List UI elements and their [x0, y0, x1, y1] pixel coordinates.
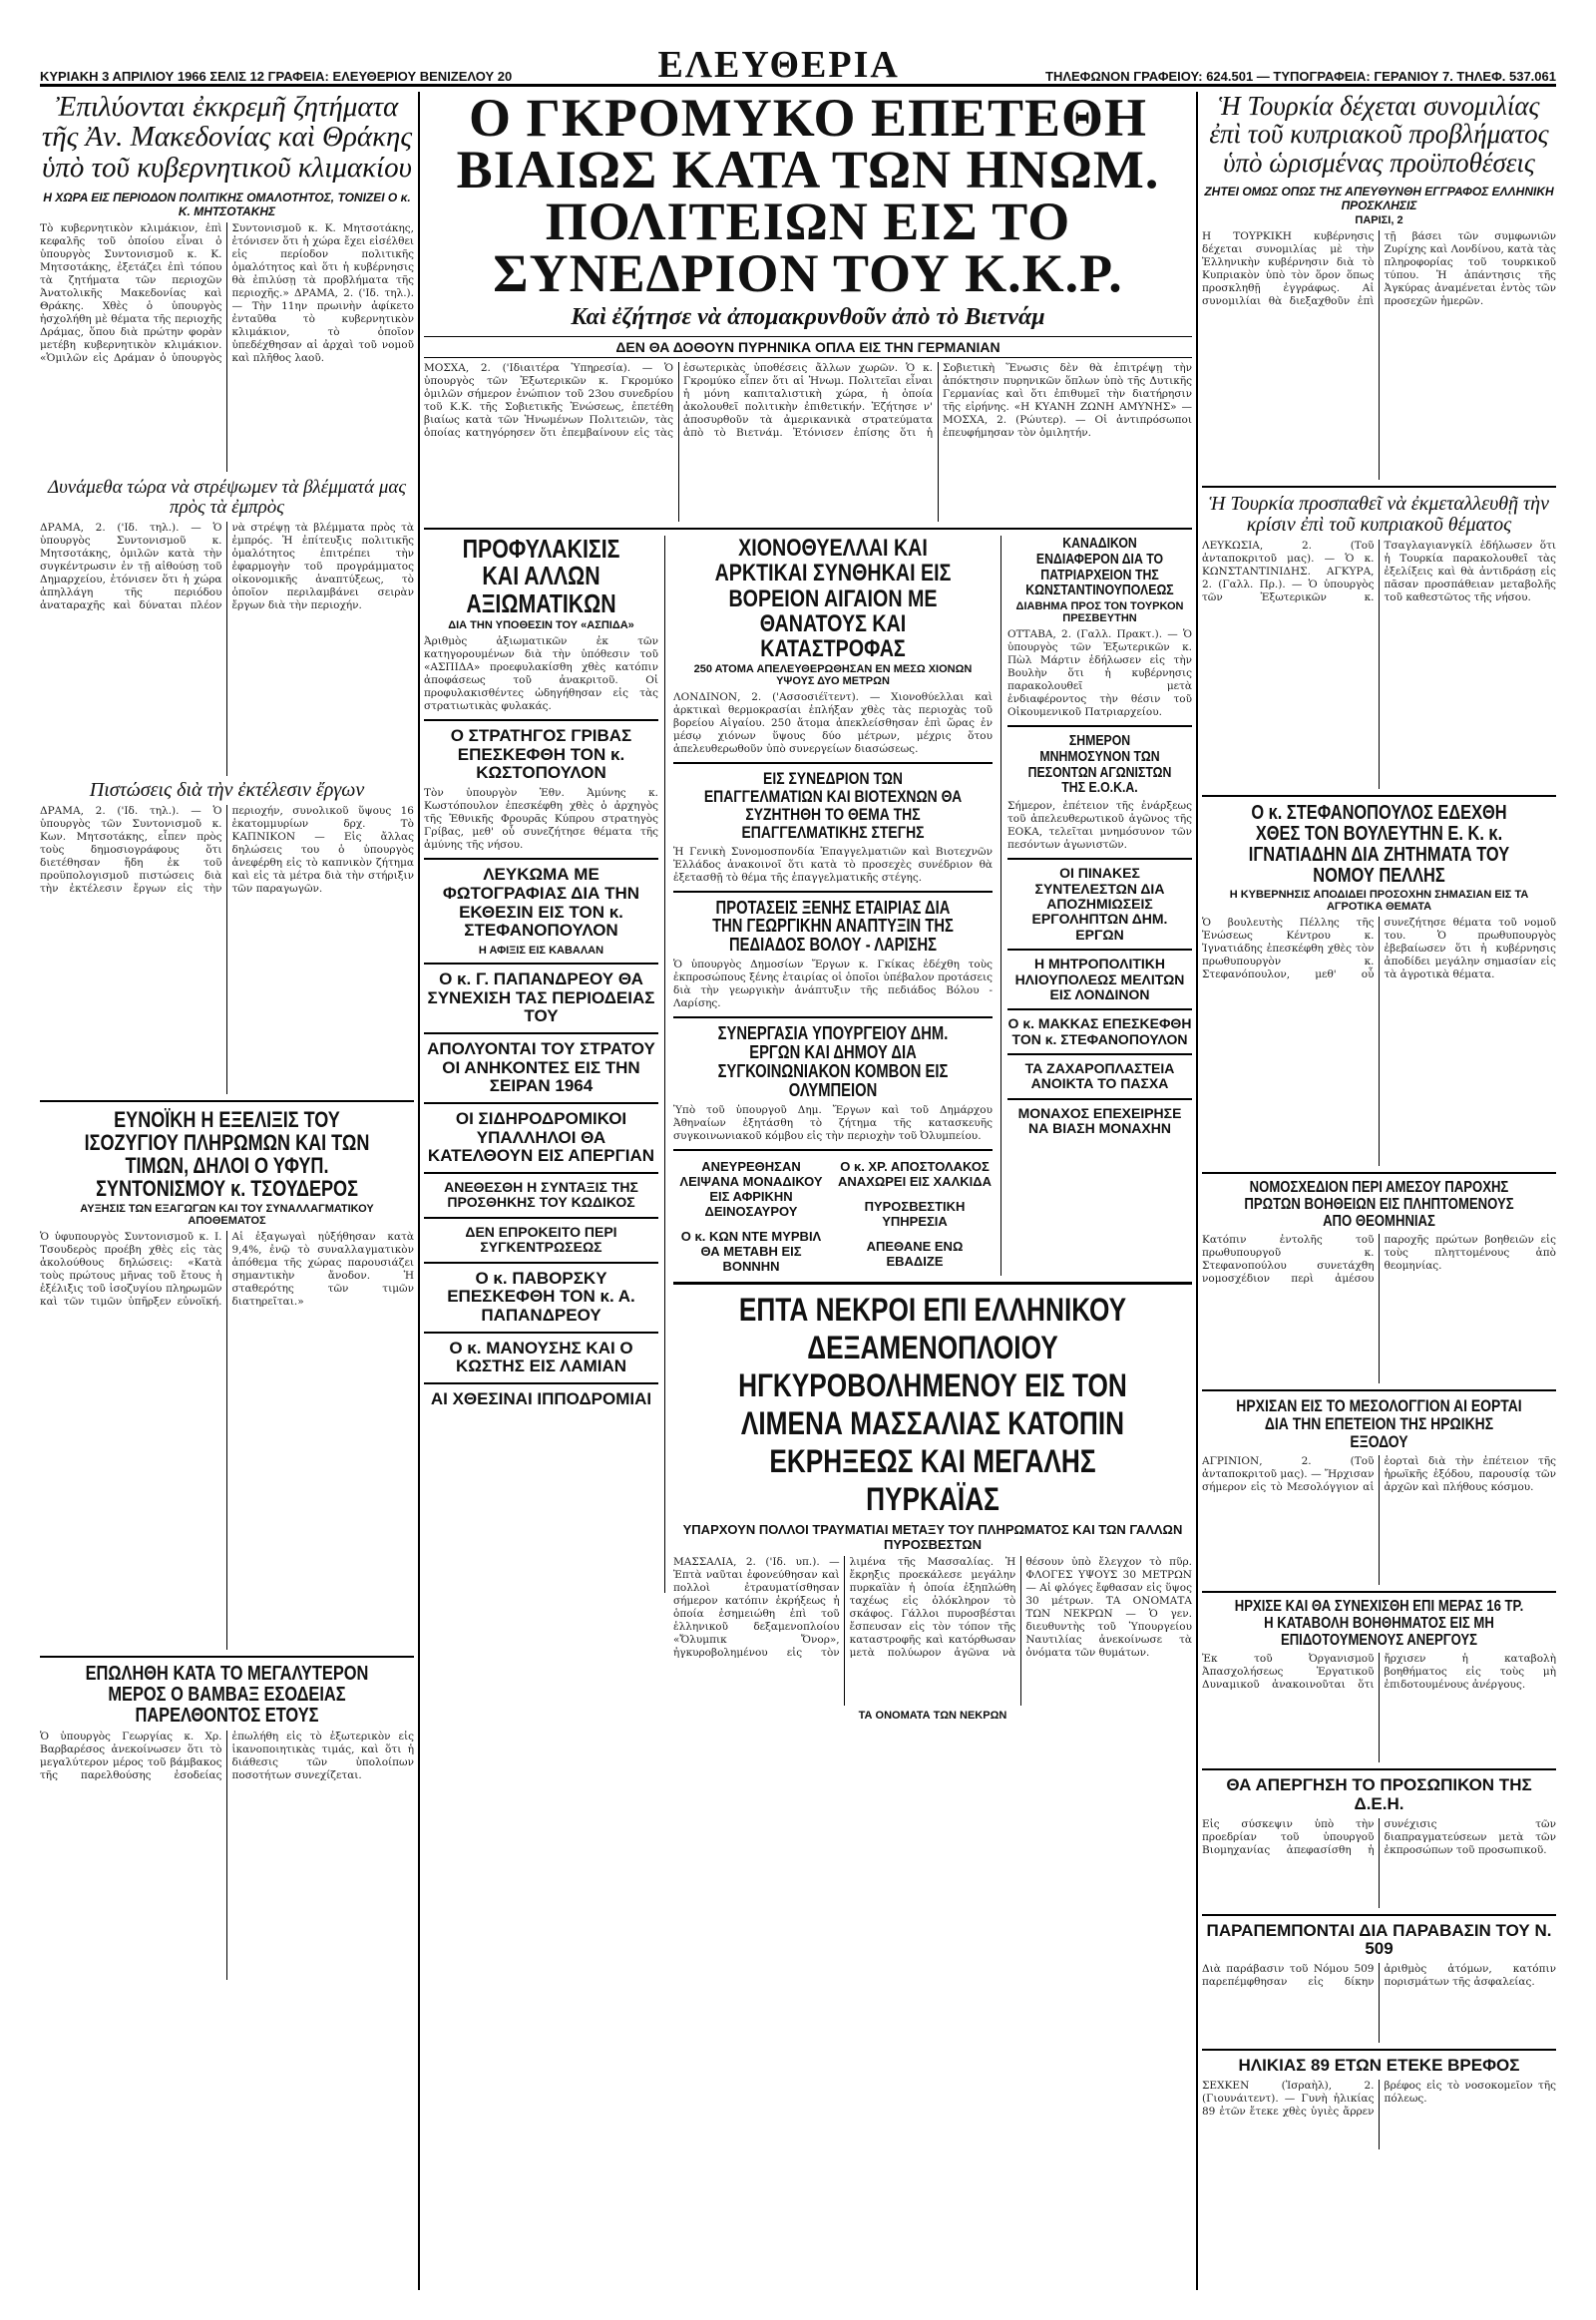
article-subheadline: Η ΧΩΡΑ ΕΙΣ ΠΕΡΙΟΔΟΝ ΠΟΛΙΤΙΚΗΣ ΟΜΑΛΟΤΗΤΟΣ, ΤΟΝΙΖΕΙ Ο κ. Κ. ΜΗΤΣΟΤΑΚΗΣ	[43, 191, 411, 219]
article-subheadline: Η ΚΥΒΕΡΝΗΣΙΣ ΑΠΟΔΙΔΕΙ ΠΡΟΣΟΧΗΝ ΣΗΜΑΣΙΑΝ ΕΙΣ ΤΑ ΑΓΡΟΤΙΚΑ ΘΕΜΑΤΑ	[1229, 889, 1529, 914]
article-body: ΣΕΧΚΕΝ (Ἰσραὴλ), 2. (Γιουνάιτεντ). — Γυνὴ ἡλικίας 89 ἐτῶν ἔτεκε χθὲς ὑγιὲς ἄρρεν βρέφος εἰς τὸ νοσοκομεῖον τῆς πόλεως.	[1202, 2079, 1556, 2118]
small-briefs	[673, 1157, 993, 1276]
article-headline: ΠΡΟΤΑΣΕΙΣ ΞΕΝΗΣ ΕΤΑΙΡΙΑΣ ΔΙΑ ΤΗΝ ΓΕΩΡΓΙΚΗΝ ΑΝΑΠΤΥΞΙΝ ΤΗΣ ΠΕΔΙΑΔΟΣ ΒΟΛΟΥ - ΛΑΡΙΣΗΣ	[712, 897, 954, 956]
brief-headline: Ο κ. ΠΑΒΟΡΣΚΥ ΕΠΕΣΚΕΦΘΗ ΤΟΝ κ. Α. ΠΑΠΑΝΔΡΕΟΥ	[447, 1268, 635, 1326]
article-headline: Ο κ. ΜΑΚΚΑΣ ΕΠΕΣΚΕΦΘΗ ΤΟΝ κ. ΣΤΕΦΑΝΟΠΟΥΛΟΝ	[1007, 1015, 1192, 1047]
article-headline: Ἡ Τουρκία δέχεται συνομιλίας ἐπὶ τοῦ κυπριακοῦ προβλήματος ὑπὸ ὡρισμένας προϋποθέσεις	[1209, 91, 1549, 178]
marseille-subhead: ΤΑ ΟΝΟΜΑΤΑ ΤΩΝ ΝΕΚΡΩΝ	[858, 1709, 1007, 1722]
article-subheadline: ΖΗΤΕΙ ΟΜΩΣ ΟΠΩΣ ΤΗΣ ΑΠΕΥΘΥΝΘΗ ΕΓΓΡΑΦΟΣ ΕΛΛΗΝΙΚΗ ΠΡΟΣΚΛΗΣΙΣ	[1204, 185, 1554, 213]
section-rule	[1007, 858, 1192, 860]
brief-headline: ΑΙ ΧΘΕΣΙΝΑΙ ΙΠΠΟΔΡΟΜΙΑΙ	[430, 1389, 652, 1409]
marseille-headline: ΕΠΤΑ ΝΕΚΡΟΙ ΕΠΙ ΕΛΛΗΝΙΚΟΥ ΔΕΞΑΜΕΝΟΠΛΟΙΟΥ ΗΓΚΥΡΟΒΟΛΗΜΕΝΟΥ ΕΙΣ ΤΟΝ ΛΙΜΕΝΑ ΜΑΣΣΑΛΙΑΣ ΚΑΤΟΠΙΝ ΕΚΡΗΞΕΩΣ ΚΑΙ ΜΕΓΑΛΗΣ ΠΥΡΚΑΪΑΣ	[738, 1291, 1127, 1517]
section-rule	[1202, 1389, 1556, 1391]
article-headline: ΧΙΟΝΟΘΥΕΛΛΑΙ ΚΑΙ ΑΡΚΤΙΚΑΙ ΣΥΝΘΗΚΑΙ ΕΙΣ ΒΟΡΕΙΟΝ ΑΙΓΑΙΟΝ ΜΕ ΘΑΝΑΤΟΥΣ ΚΑΙ ΚΑΤΑΣΤΡΟΦΑΣ	[714, 535, 952, 662]
main-kicker: Καὶ ἐζήτησε νὰ ἀπομακρυνθοῦν ἀπὸ τὸ Βιετνάμ	[571, 304, 1045, 330]
section-rule	[424, 528, 1192, 530]
article-headline: ΣΥΝΕΡΓΑΣΙΑ ΥΠΟΥΡΓΕΙΟΥ ΔΗΜ. ΕΡΓΩΝ ΚΑΙ ΔΗΜΟΥ ΔΙΑ ΣΥΓΚΟΙΝΩΝΙΑΚΟΝ ΚΟΜΒΟΝ ΕΙΣ ΟΛΥΜΠΕΙΟΝ	[717, 1023, 949, 1100]
brief	[673, 1157, 829, 1276]
article-headline: ΗΡΧΙΣΕ ΚΑΙ ΘΑ ΣΥΝΕΧΙΣΘΗ ΕΠΙ ΜΕΡΑΣ 16 ΤΡ. Η ΚΑΤΑΒΟΛΗ ΒΟΗΘΗΜΑΤΟΣ ΕΙΣ ΜΗ ΕΠΙΔΟΤΟΥΜΕΝΟΥΣ ΑΝΕΡΓΟΥΣ	[1234, 1597, 1524, 1649]
article-body: Ὁ ὑφυπουργὸς Συντονισμοῦ κ. Ι. Τσουδερὸς προέβη χθὲς εἰς τὰς ἀκολούθους δηλώσεις: «Κατὰ τοὺς πρώτους μῆνας τοῦ ἔτους ἡ ἐξέλιξις τοῦ ἰσοζυγίου πληρωμῶν καὶ τῶν τιμῶν ὑπῆρξεν εὐνοϊκή. Αἱ ἐξαγωγαὶ ηὐξήθησαν κατὰ 9,4%, ἐνῷ τὸ συναλλαγματικὸν ἀπόθεμα τῆς χώρας παρουσιάζει σημαντικὴν ἄνοδον. Ἡ σταθερότης τῶν τιμῶν διατηρεῖται.»	[40, 1230, 414, 1308]
article-dateline: ΠΑΡΙΣΙ, 2	[1355, 214, 1403, 227]
section-rule	[1202, 1768, 1556, 1770]
center-side-stories	[1000, 536, 1192, 1276]
brief-headline: ΟΙ ΣΙΔΗΡΟΔΡΟΜΙΚΟΙ ΥΠΑΛΛΗΛΟΙ ΘΑ ΚΑΤΕΛΘΟΥΝ ΕΙΣ ΑΠΕΡΓΙΑΝ	[427, 1109, 655, 1166]
article-subheadline: 250 ΑΤΟΜΑ ΑΠΕΛΕΥΘΕΡΩΘΗΣΑΝ ΕΝ ΜΕΣΩ ΧΙΟΝΩΝ ΥΨΟΥΣ ΔΥΟ ΜΕΤΡΩΝ	[693, 663, 973, 688]
article-body: Ὁ ὑπουργὸς Γεωργίας κ. Χρ. Βαρβαρέσος ἀνεκοίνωσεν ὅτι τὸ μεγαλύτερον μέρος τοῦ βάμβακος τῆς παρελθούσης ἐσοδείας ἐπωλήθη εἰς τὸ ἐξωτερικὸν εἰς ἱκανοποιητικὰς τιμάς, καὶ ὅτι ἡ διάθεσις τῶν ὑπολοίπων ποσοτήτων συνεχίζεται.	[40, 1730, 414, 1781]
brief-headline: ΠΡΟΦΥΛΑΚΙΣΙΣ ΚΑΙ ΑΛΛΩΝ ΑΞΙΩΜΑΤΙΚΩΝ	[462, 534, 620, 618]
section-rule	[673, 1282, 1192, 1285]
column-divider	[1196, 92, 1198, 2290]
section-rule	[1202, 1914, 1556, 1916]
brief-headline: ΑΠΟΛΥΟΝΤΑΙ ΤΟΥ ΣΤΡΑΤΟΥ ΟΙ ΑΝΗΚΟΝΤΕΣ ΕΙΣ ΤΗΝ ΣΕΙΡΑΝ 1964	[427, 1038, 655, 1096]
article-body: ΟΤΤΑΒΑ, 2. (Γαλλ. Πρακτ.). — Ὁ ὑπουργὸς τῶν Ἐξωτερικῶν κ. Πὼλ Μάρτιν ἐδήλωσεν εἰς τὴν Βουλὴν ὅτι ἡ κυβέρνησις παρακολουθεῖ μετὰ ἐνδιαφέροντος τὴν θέσιν τοῦ Οἰκουμενικοῦ Πατριαρχείου.	[1007, 628, 1192, 719]
article-body: Σήμερον, ἐπέτειον τῆς ἐνάρξεως τοῦ ἀπελευθερωτικοῦ ἀγῶνος τῆς ΕΟΚΑ, τελεῖται μνημόσυνον τῶν πεσόντων ἀγωνιστῶν.	[1007, 800, 1192, 852]
newspaper-title: ΕΛΕΥΘΕΡΙΑ	[657, 44, 900, 86]
brief-headline: ΠΥΡΟΣΒΕΣΤΙΚΗ ΥΠΗΡΕΣΙΑ	[864, 1198, 966, 1229]
brief-headline: Ο κ. ΧΡ. ΑΠΟΣΤΟΛΑΚΟΣ ΑΝΑΧΩΡΕΙ ΕΙΣ ΧΑΛΚΙΔΑ	[838, 1158, 992, 1189]
article-body: Κατόπιν ἐντολῆς τοῦ πρωθυπουργοῦ κ. Στεφανοπούλου συνετάχθη νομοσχέδιον περὶ ἀμέσου παροχῆς πρώτων βοηθειῶν εἰς τοὺς πληττομένους ἀπὸ θεομηνίας.	[1202, 1234, 1556, 1286]
brief-headline: Ο κ. ΜΑΝΟΥΣΗΣ ΚΑΙ Ο ΚΩΣΤΗΣ ΕΙΣ ΛΑΜΙΑΝ	[449, 1338, 633, 1376]
section-rule	[1202, 1591, 1556, 1593]
article-headline: Ο κ. ΣΤΕΦΑΝΟΠΟΥΛΟΣ ΕΔΕΧΘΗ ΧΘΕΣ ΤΟΝ ΒΟΥΛΕΥΤΗΝ Ε. Κ. κ. ΙΓΝΑΤΙΑΔΗΝ ΔΙΑ ΖΗΤΗΜΑΤΑ ΤΟΥ ΝΟΜΟΥ ΠΕΛΛΗΣ	[1248, 802, 1510, 888]
section-rule	[1007, 1098, 1192, 1100]
section-rule	[673, 1016, 993, 1018]
article-headline: ΜΟΝΑΧΟΣ ΕΠΕΧΕΙΡΗΣΕ ΝΑ ΒΙΑΣΗ ΜΟΝΑΧΗΝ	[1017, 1104, 1182, 1137]
section-rule	[424, 1032, 658, 1034]
brief-body: Τὸν ὑπουργὸν Ἐθν. Ἀμύνης κ. Κωστόπουλον ἐπεσκέφθη χθὲς ὁ ἀρχηγὸς τῆς Ἐθνικῆς Φρουρᾶς Κύπρου στρατηγὸς Γρίβας, μεθ' οὗ συνεζήτησε θέματα τῆς ἀμύνης τῆς νήσου.	[424, 787, 658, 852]
article-body: ΑΓΡΙΝΙΟΝ, 2. (Τοῦ ἀνταποκριτοῦ μας). — Ἤρχισαν σήμερον εἰς τὸ Μεσολόγγιον αἱ ἑορταὶ διὰ τὴν ἐπέτειον τῆς ἡρωϊκῆς ἐξόδου, παρουσίᾳ τῶν ἀρχῶν καὶ πλήθους κόσμου.	[1202, 1454, 1556, 1493]
article-body: Ἡ Γενικὴ Συνομοσπονδία Ἐπαγγελματιῶν καὶ Βιοτεχνῶν Ἑλλάδος ἀνακοινοῖ ὅτι κατὰ τὸ προσεχὲς συνέδριον θὰ ἐξετασθῇ τὸ θέμα τῆς ἐπαγγελματικῆς στέγης.	[673, 845, 993, 884]
article-body: Ὑπὸ τοῦ ὑπουργοῦ Δημ. Ἔργων καὶ τοῦ Δημάρχου Ἀθηναίων ἐξητάσθη τὸ ζήτημα τῆς κατασκευῆς συγκοινωνιακοῦ κόμβου εἰς τὴν περιοχὴν τοῦ Ὀλυμπείου.	[673, 1103, 993, 1142]
article-headline: ΝΟΜΟΣΧΕΔΙΟΝ ΠΕΡΙ ΑΜΕΣΟΥ ΠΑΡΟΧΗΣ ΠΡΩΤΩΝ ΒΟΗΘΕΙΩΝ ΕΙΣ ΠΛΗΠΤΟΜΕΝΟΥΣ ΑΠΟ ΘΕΟΜΗΝΙΑΣ	[1244, 1179, 1514, 1230]
section-rule	[424, 719, 658, 721]
section-rule	[1007, 1053, 1192, 1055]
article-body: ΛΕΥΚΩΣΙΑ, 2. (Τοῦ ἀνταποκριτοῦ μας). — Ὁ κ. ΚΩΝΣΤΑΝΤΙΝΙΔΗΣ. ΑΓΚΥΡΑ, 2. (Γαλλ. Πρ.). — Ὁ ὑπουργὸς τῶν Ἐξωτερικῶν κ. Τσαγλαγιανγκίλ ἐδήλωσεν ὅτι ἡ Τουρκία παρακολουθεῖ τὰς ἐξελίξεις καὶ θὰ ἀντιδράσῃ εἰς πᾶσαν προσπάθειαν μεταβολῆς τοῦ καθεστῶτος τῆς νήσου.	[1202, 540, 1556, 604]
article-body: Η ΤΟΥΡΚΙΚΗ κυβέρνησις δέχεται συνομιλίας μὲ τὴν Ἑλληνικὴν κυβέρνησιν διὰ τὸ Κυπριακὸν ὑπὸ τὸν ὅρον ὅπως προσκληθῇ ἐγγράφως. Αἱ συνομιλίαι θὰ διεξαχθοῦν ἐπὶ τῇ βάσει τῶν συμφωνιῶν Ζυρίχης καὶ Λονδίνου, κατὰ τὰς πληροφορίας τοῦ τουρκικοῦ τύπου. Ἡ ἀπάντησις τῆς Ἀγκύρας ἀναμένεται ἐντὸς τῶν προσεχῶν ἡμερῶν.	[1202, 230, 1556, 308]
article-headline: Η ΜΗΤΡΟΠΟΛΙΤΙΚΗ ΗΛΙΟΥΠΟΛΕΩΣ ΜΕΛΙΤΩΝ ΕΙΣ ΛΟΝΔΙΝΟΝ	[1014, 956, 1185, 1002]
section-rule	[1007, 949, 1192, 951]
marseille-body: ΜΑΣΣΑΛΙΑ, 2. ('Ιδ. υπ.). — Ἑπτὰ ναῦται ἐφονεύθησαν καὶ πολλοὶ ἐτραυματίσθησαν σήμερον κατόπιν ἐκρήξεως ἡ ὁποία ἐσημειώθη ἐπὶ τοῦ ἑλληνικοῦ δεξαμενοπλοίου «Ὄλυμπικ Ὄνορ», ἠγκυροβολημένου εἰς τὸν λιμένα τῆς Μασσαλίας. Ἡ ἔκρηξις προεκάλεσε μεγάλην πυρκαϊὰν ἡ ὁποία ἐξηπλώθη ταχέως εἰς ὁλόκληρον τὸ σκάφος. Γάλλοι πυροσβέσται ἔσπευσαν εἰς τὸν τόπον τῆς καταστροφῆς καὶ κατόρθωσαν μετὰ πολύωρον ἀγῶνα νὰ θέσουν ὑπὸ ἔλεγχον τὸ πῦρ. ΦΛΟΓΕΣ ΥΨΟΥΣ 30 ΜΕΤΡΩΝ — Αἱ φλόγες ἔφθασαν εἰς ὕψος 30 μέτρων. ΤΑ ΟΝΟΜΑΤΑ ΤΩΝ ΝΕΚΡΩΝ — Ὁ γεν. διευθυντὴς τοῦ Ὑπουργείου Ναυτιλίας ἀνεκοίνωσε τὰ ὀνόματα τῶν θυμάτων.	[673, 1555, 1192, 1659]
section-rule	[424, 1172, 658, 1174]
center-stories	[673, 536, 993, 1276]
section-rule	[40, 1656, 414, 1658]
section-rule	[424, 963, 658, 965]
article-body: ΔΡΑΜΑ, 2. ('Ιδ. τηλ.). — Ὁ ὑπουργὸς τῶν Συντονισμοῦ κ. Κων. Μητσοτάκης, εἶπεν πρὸς τοὺς δημοσιογράφους ὅτι διετέθησαν ἤδη ἐκ τοῦ προϋπολογισμοῦ πιστώσεις διὰ τὴν ἐκτέλεσιν ἔργων εἰς τὴν περιοχήν, συνολικοῦ ὕψους 16 ἑκατομμυρίων δρχ. Τὸ ΚΑΠΝΙΚΟΝ — Εἰς ἄλλας δηλώσεις του ὁ ὑπουργὸς ἀνεφέρθη εἰς τὸ καπνικὸν ζήτημα καὶ εἰς τὰ μέτρα διὰ τὴν στήριξιν τῶν παραγωγῶν.	[40, 805, 414, 896]
article-body: Διὰ παράβασιν τοῦ Νόμου 509 παρεπέμφθησαν εἰς δίκην ἀριθμὸς ἀτόμων, κατόπιν πορισμάτων τῆς ἀσφαλείας.	[1202, 1963, 1556, 1989]
article-headline: ΣΗΜΕΡΟΝ ΜΝΗΜΟΣΥΝΟΝ ΤΩΝ ΠΕΣΟΝΤΩΝ ΑΓΩΝΙΣΤΩΝ ΤΗΣ Ε.Ο.Κ.Α.	[1027, 732, 1172, 797]
main-body: ΜΟΣΧΑ, 2. ('Ιδιαιτέρα Ὑπηρεσία). — Ὁ ὑπουργὸς τῶν Ἐξωτερικῶν κ. Γκρομύκο ὁμιλῶν σήμερον ἐνώπιον τοῦ 23ου συνεδρίου τοῦ Κ.Κ. τῆς Σοβιετικῆς Ἑνώσεως, ἐπετέθη βιαίως κατὰ τῶν Ἡνωμένων Πολιτειῶν, τὰς ὁποίας κατηγόρησεν ὅτι ἐπεμβαίνουν εἰς τὰς ἐσωτερικὰς ὑποθέσεις ἄλλων χωρῶν. Ὁ κ. Γκρομύκο εἶπεν ὅτι αἱ Ἡνωμ. Πολιτεῖαι εἶναι ἡ μόνη καπιταλιστικὴ χώρα, ἡ ὁποία ἀκολουθεῖ πολιτικὴν ἐπιθετικήν. Ἐζήτησε ν' ἀποσυρθοῦν τὰ ἀμερικανικὰ στρατεύματα ἀπὸ τὸ Βιετνάμ. Ἐτόνισεν ἐπίσης ὅτι ἡ Σοβιετικὴ Ἕνωσις δὲν θὰ ἐπιτρέψῃ τὴν ἀπόκτησιν πυρηνικῶν ὅπλων ὑπὸ τῆς Δυτικῆς Γερμανίας καὶ ὅτι ἐπιθυμεῖ τὴν διατήρησιν τῆς εἰρήνης. «Η ΚΥΑΝΗ ΖΩΝΗ ΑΜΥΝΗΣ» — ΜΟΣΧΑ, 2. (Ρώυτερ). — Οἱ ἀντιπρόσωποι ἐπευφήμησαν τὸν ὁμιλητήν.	[424, 362, 1192, 440]
article-body: Τὸ κυβερνητικὸν κλιμάκιον, ἐπὶ κεφαλῆς τοῦ ὁποίου εἶναι ὁ ὑπουργὸς Συντονισμοῦ κ. Κ. Μητσοτάκης, ἐξετάζει ἐπὶ τόπου τὰ ζητήματα τῶν περιοχῶν Ἀνατολικῆς Μακεδονίας καὶ Θράκης. Χθὲς ὁ ὑπουργὸς ἠσχολήθη μὲ θέματα τῆς περιοχῆς Δράμας, ὅπου διὰ πρώτην φορὰν μετέβη κυβερνητικὸν κλιμάκιον. «Ὁμιλῶν εἰς Δράμαν ὁ ὑπουργὸς Συντονισμοῦ κ. Κ. Μητσοτάκης, ἐτόνισεν ὅτι ἡ χώρα ἔχει εἰσέλθει εἰς περίοδον πολιτικῆς ὁμαλότητος καὶ ὅτι ἡ κυβέρνησις θὰ ἐπιλύσῃ τὰ προβλήματα τῆς περιοχῆς.» ΔΡΑΜΑ, 2. ('Ιδ. τηλ.). — Τὴν 11ην πρωινὴν ἀφίκετο ἐνταῦθα τὸ κυβερνητικὸν κλιμάκιον, τὸ ὁποῖον ὑπεδέχθησαν αἱ ἀρχαὶ τοῦ νομοῦ καὶ πλῆθος λαοῦ.	[40, 222, 414, 365]
article-headline: Ἐπιλύονται ἐκκρεμῆ ζητήματα τῆς Ἀν. Μακεδονίας καὶ Θράκης ὑπὸ τοῦ κυβερνητικοῦ κλιμακίου	[41, 91, 413, 184]
article-body: Ὁ ὑπουργὸς Δημοσίων Ἔργων κ. Γκίκας ἐδέχθη τοὺς ἐκπροσώπους ξένης ἑταιρίας οἱ ὁποῖοι ὑπέβαλον προτάσεις διὰ τὴν γεωργικὴν ἀνάπτυξιν τῆς πεδιάδος Βόλου - Λαρίσης.	[673, 959, 993, 1010]
article-body: Εἰς σύσκεψιν ὑπὸ τὴν προεδρίαν τοῦ ὑπουργοῦ Βιομηχανίας ἀπεφασίσθη ἡ συνέχισις τῶν διαπραγματεύσεων μετὰ τῶν ἐκπροσώπων τοῦ προσωπικοῦ.	[1202, 1817, 1556, 1856]
article-headline: ΕΠΩΛΗΘΗ ΚΑΤΑ ΤΟ ΜΕΓΑΛΥΤΕΡΟΝ ΜΕΡΟΣ Ο ΒΑΜΒΑΞ ΕΣΟΔΕΙΑΣ ΠΑΡΕΛΘΟΝΤΟΣ ΕΤΟΥΣ	[85, 1662, 369, 1727]
section-rule	[1202, 1172, 1556, 1174]
brief-headline: ΑΝΕΥΡΕΘΗΣΑΝ ΛΕΙΨΑΝΑ ΜΟΝΑΔΙΚΟΥ ΕΙΣ ΑΦΡΙΚΗΝ ΔΕΙΝΟΣΑΥΡΟΥ	[679, 1158, 823, 1219]
brief-headline: ΔΕΝ ΕΠΡΟΚΕΙΤΟ ΠΕΡΙ ΣΥΓΚΕΝΤΡΩΣΕΩΣ	[465, 1223, 617, 1256]
section-rule	[673, 1149, 993, 1151]
article-headline: ΗΛΙΚΙΑΣ 89 ΕΤΩΝ ΕΤΕΚΕ ΒΡΕΦΟΣ	[1238, 2056, 1520, 2076]
section-rule	[1007, 725, 1192, 727]
article-body: Ἐκ τοῦ Ὀργανισμοῦ Ἀπασχολήσεως Ἐργατικοῦ Δυναμικοῦ ἀνακοινοῦται ὅτι ἤρχισεν ἡ καταβολὴ βοηθήματος εἰς τοὺς μὴ ἐπιδοτουμένους ἀνέργους.	[1202, 1653, 1556, 1692]
brief-headline: Η ΑΦΙΞΙΣ ΕΙΣ ΚΑΒΑΛΑΝ	[478, 944, 604, 957]
brief-headline: ΛΕΥΚΩΜΑ ΜΕ ΦΩΤΟΓΡΑΦΙΑΣ ΔΙΑ ΤΗΝ ΕΚΘΕΣΙΝ ΕΙΣ ΤΟΝ κ. ΣΤΕΦΑΝΟΠΟΥΛΟΝ	[442, 865, 640, 941]
section-rule	[1007, 1008, 1192, 1010]
article-subheadline: ΔΙΑΒΗΜΑ ΠΡΟΣ ΤΟΝ ΤΟΥΡΚΟΝ ΠΡΕΣΒΕΥΤΗΝ	[1015, 600, 1184, 625]
center-right-block	[673, 535, 1192, 1722]
main-headline: Ο ΓΚΡΟΜΥΚΟ ΕΠΕΤΕΘΗ ΒΙΑΙΩΣ ΚΑΤΑ ΤΩΝ ΗΝΩΜ. ΠΟΛΙΤΕΙΩΝ ΕΙΣ ΤΟ ΣΥΝΕΔΡΙΟΝ ΤΟΥ Κ.Κ.Ρ.	[456, 88, 1160, 303]
section-rule	[424, 1262, 658, 1264]
main-subheadline: ΔΕΝ ΘΑ ΔΟΘΟΥΝ ΠΥΡΗΝΙΚΑ ΟΠΛΑ ΕΙΣ ΤΗΝ ΓΕΡΜΑΝΙΑΝ	[424, 336, 1192, 358]
brief-headline: ΑΝΕΘΕΣΘΗ Η ΣΥΝΤΑΞΙΣ ΤΗΣ ΠΡΟΣΘΗΚΗΣ ΤΟΥ ΚΩΔΙΚΟΣ	[444, 1179, 638, 1211]
section-rule	[424, 1382, 658, 1384]
section-rule	[40, 1100, 414, 1102]
article-subheadline: ΑΥΞΗΣΙΣ ΤΩΝ ΕΞΑΓΩΓΩΝ ΚΑΙ ΤΟΥ ΣΥΝΑΛΛΑΓΜΑΤΙΚΟΥ ΑΠΟΘΕΜΑΤΟΣ	[80, 1202, 374, 1227]
article-body: ΔΡΑΜΑ, 2. ('Ιδ. τηλ.). — Ὁ ὑπουργὸς Συντονισμοῦ κ. Μητσοτάκης, ὁμιλῶν κατὰ τὴν συγκέντρωσιν ἐν τῇ αἰθούσῃ τοῦ Δημαρχείου, ἐτόνισεν ὅτι ἡ χώρα ἀπηλλάγη τῆς περιόδου ἀναταραχῆς καὶ δύναται πλέον νὰ στρέψῃ τὰ βλέμματα πρὸς τὰ ἐμπρός. Ἡ ἐπίτευξις πολιτικῆς ὁμαλότητος ἐπιτρέπει τὴν ἐφαρμογὴν τοῦ προγράμματος οἰκονομικῆς ἀναπτύξεως, τὸ ὁποῖον περιλαμβάνει σειρὰν ἔργων διὰ τὴν περιοχήν.	[40, 522, 414, 612]
section-rule	[1202, 2049, 1556, 2051]
masthead-bar	[40, 44, 1556, 87]
right-column	[1202, 92, 1556, 2290]
brief-body: Ἀριθμὸς ἀξιωματικῶν ἐκ τῶν κατηγορουμένων διὰ τὴν ὑπόθεσιν τοῦ «ΑΣΠΙΔΑ» προεφυλακίσθη χθὲς κατόπιν ἀποφάσεως τοῦ ἀνακριτοῦ. Οἱ προφυλακισθέντες ὡδηγήθησαν εἰς τὰς στρατιωτικὰς φυλακάς.	[424, 635, 658, 713]
section-rule	[424, 1102, 658, 1104]
article-headline: ΕΙΣ ΣΥΝΕΔΡΙΟΝ ΤΩΝ ΕΠΑΓΓΕΛΜΑΤΙΩΝ ΚΑΙ ΒΙΟΤΕΧΝΩΝ ΘΑ ΣΥΖΗΤΗΘΗ ΤΟ ΘΕΜΑ ΤΗΣ ΕΠΑΓΓΕΛΜΑΤΙΚΗΣ ΣΤΕΓΗΣ	[703, 769, 963, 842]
article-headline: ΟΙ ΠΙΝΑΚΕΣ ΣΥΝΤΕΛΕΣΤΩΝ ΔΙΑ ΑΠΟΖΗΜΙΩΣΕΙΣ ΕΡΓΟΛΗΠΤΩΝ ΔΗΜ. ΕΡΓΩΝ	[1031, 865, 1168, 943]
center-right-top	[673, 536, 1192, 1276]
brief-headline: ΑΠΕΘΑΝΕ ΕΝΩ ΕΒΑΔΙΖΕ	[866, 1238, 964, 1269]
brief-subheadline: ΔΙΑ ΤΗΝ ΥΠΟΘΕΣΙΝ ΤΟΥ «ΑΣΠΙΔΑ»	[448, 619, 634, 632]
center-column	[424, 88, 1192, 2290]
article-headline: Ἡ Τουρκία προσπαθεῖ νὰ ἐκμεταλλευθῇ τὴν κρίσιν ἐπὶ τοῦ κυπριακοῦ θέματος	[1209, 493, 1549, 537]
article-headline: Πιστώσεις διὰ τὴν ἐκτέλεσιν ἔργων	[89, 779, 365, 802]
article-headline: ΤΑ ΖΑΧΑΡΟΠΛΑΣΤΕΙΑ ΑΝΟΙΚΤΑ ΤΟ ΠΑΣΧΑ	[1024, 1060, 1175, 1092]
brief	[837, 1157, 993, 1276]
article-headline: Δυνάμεθα τώρα νὰ στρέψωμεν τὰ βλέμματά μας πρὸς τὰ ἐμπρὸς	[47, 477, 407, 519]
center-lower-grid	[424, 534, 1192, 1722]
article-headline: ΕΥΝΟΪΚΗ Η ΕΞΕΛΙΞΙΣ ΤΟΥ ΙΣΟΖΥΓΙΟΥ ΠΛΗΡΩΜΩΝ ΚΑΙ ΤΩΝ ΤΙΜΩΝ, ΔΗΛΟΙ Ο ΥΦΥΠ. ΣΥΝΤΟΝΙΣΜΟΥ κ. ΤΣΟΥΔΕΡΟΣ	[84, 1107, 370, 1202]
article-headline: ΠΑΡΑΠΕΜΠΟΝΤΑΙ ΔΙΑ ΠΑΡΑΒΑΣΙΝ ΤΟΥ Ν. 509	[1206, 1920, 1552, 1959]
brief-headline: Ο ΣΤΡΑΤΗΓΟΣ ΓΡΙΒΑΣ ΕΠΕΣΚΕΦΘΗ ΤΟΝ κ. ΚΩΣΤΟΠΟΥΛΟΝ	[450, 726, 632, 783]
section-rule	[1202, 795, 1556, 797]
article-headline: ΚΑΝΑΔΙΚΟΝ ΕΝΔΙΑΦΕΡΟΝ ΔΙΑ ΤΟ ΠΑΤΡΙΑΡΧΕΙΟΝ ΤΗΣ ΚΩΝΣΤΑΝΤΙΝΟΥΠΟΛΕΩΣ	[1025, 535, 1174, 599]
section-rule	[673, 762, 993, 764]
section-rule	[424, 1217, 658, 1219]
article-headline: ΗΡΧΙΣΑΝ ΕΙΣ ΤΟ ΜΕΣΟΛΟΓΓΙΟΝ ΑΙ ΕΟΡΤΑΙ ΔΙΑ ΤΗΝ ΕΠΕΤΕΙΟΝ ΤΗΣ ΗΡΩΙΚΗΣ ΕΞΟΔΟΥ	[1236, 1396, 1522, 1452]
section-rule	[424, 1332, 658, 1334]
contact-info: ΤΗΛΕΦΩΝΟΝ ΓΡΑΦΕΙΟΥ: 624.501 — ΤΥΠΟΓΡΑΦΕΙΑ: ΓΕΡΑΝΙΟΥ 7. ΤΗΛΕΦ. 537.061	[1045, 69, 1556, 84]
issue-info: ΚΥΡΙΑΚΗ 3 ΑΠΡΙΛΙΟΥ 1966 ΣΕΛΙΣ 12 ΓΡΑΦΕΙΑ: ΕΛΕΥΘΕΡΙΟΥ ΒΕΝΙΖΕΛΟΥ 20	[40, 69, 513, 84]
left-column	[40, 92, 414, 2290]
brief-headline: Ο κ. Γ. ΠΑΠΑΝΔΡΕΟΥ ΘΑ ΣΥΝΕΧΙΣΗ ΤΑΣ ΠΕΡΙΟΔΕΙΑΣ ΤΟΥ	[427, 968, 655, 1026]
column-divider	[418, 92, 420, 2290]
marseille-subheadline: ΥΠΑΡΧΟΥΝ ΠΟΛΛΟΙ ΤΡΑΥΜΑΤΙΑΙ ΜΕΤΑΞΥ ΤΟΥ ΠΛΗΡΩΜΑΤΟΣ ΚΑΙ ΤΩΝ ΓΑΛΛΩΝ ΠΥΡΟΣΒΕΣΤΩΝ	[682, 1521, 1183, 1552]
section-rule	[673, 891, 993, 893]
article-headline: ΘΑ ΑΠΕΡΓΗΣΗ ΤΟ ΠΡΟΣΩΠΙΚΟΝ ΤΗΣ Δ.Ε.Η.	[1226, 1775, 1532, 1814]
section-rule	[1202, 486, 1556, 488]
article-body: Ὁ βουλευτὴς Πέλλης τῆς Ἑνώσεως Κέντρου κ. Ἰγνατιάδης ἐπεσκέφθη χθὲς τὸν πρωθυπουργὸν κ. Στεφανόπουλον, μεθ' οὗ συνεζήτησε θέματα τοῦ νομοῦ του. Ὁ πρωθυπουργὸς ἐβεβαίωσεν ὅτι ἡ κυβέρνησις ἀποδίδει μεγάλην σημασίαν εἰς τὰ ἀγροτικὰ θέματα.	[1202, 917, 1556, 981]
briefs-column	[424, 536, 665, 1593]
brief-headline: Ο κ. ΚΩΝ ΝΤΕ ΜΥΡΒΙΛ ΘΑ ΜΕΤΑΒΗ ΕΙΣ ΒΟΝΝΗΝ	[680, 1228, 822, 1274]
section-rule	[424, 858, 658, 860]
article-body: ΛΟΝΔΙΝΟΝ, 2. ('Ασσοσιέϊτεντ). — Χιονοθύελλαι καὶ ἀρκτικαὶ θερμοκρασίαι ἐπλήξαν χθὲς τὰς περιοχὰς τοῦ βορείου Αἰγαίου. 250 ἄτομα ἀπεκλείσθησαν ἐπὶ ὥρας ἐν μέσῳ χιόνων ὕψους δύο μέτρων, μέχρις ὅτου ἀπελευθερωθοῦν ὑπὸ συνεργείων διασώσεως.	[673, 691, 993, 756]
